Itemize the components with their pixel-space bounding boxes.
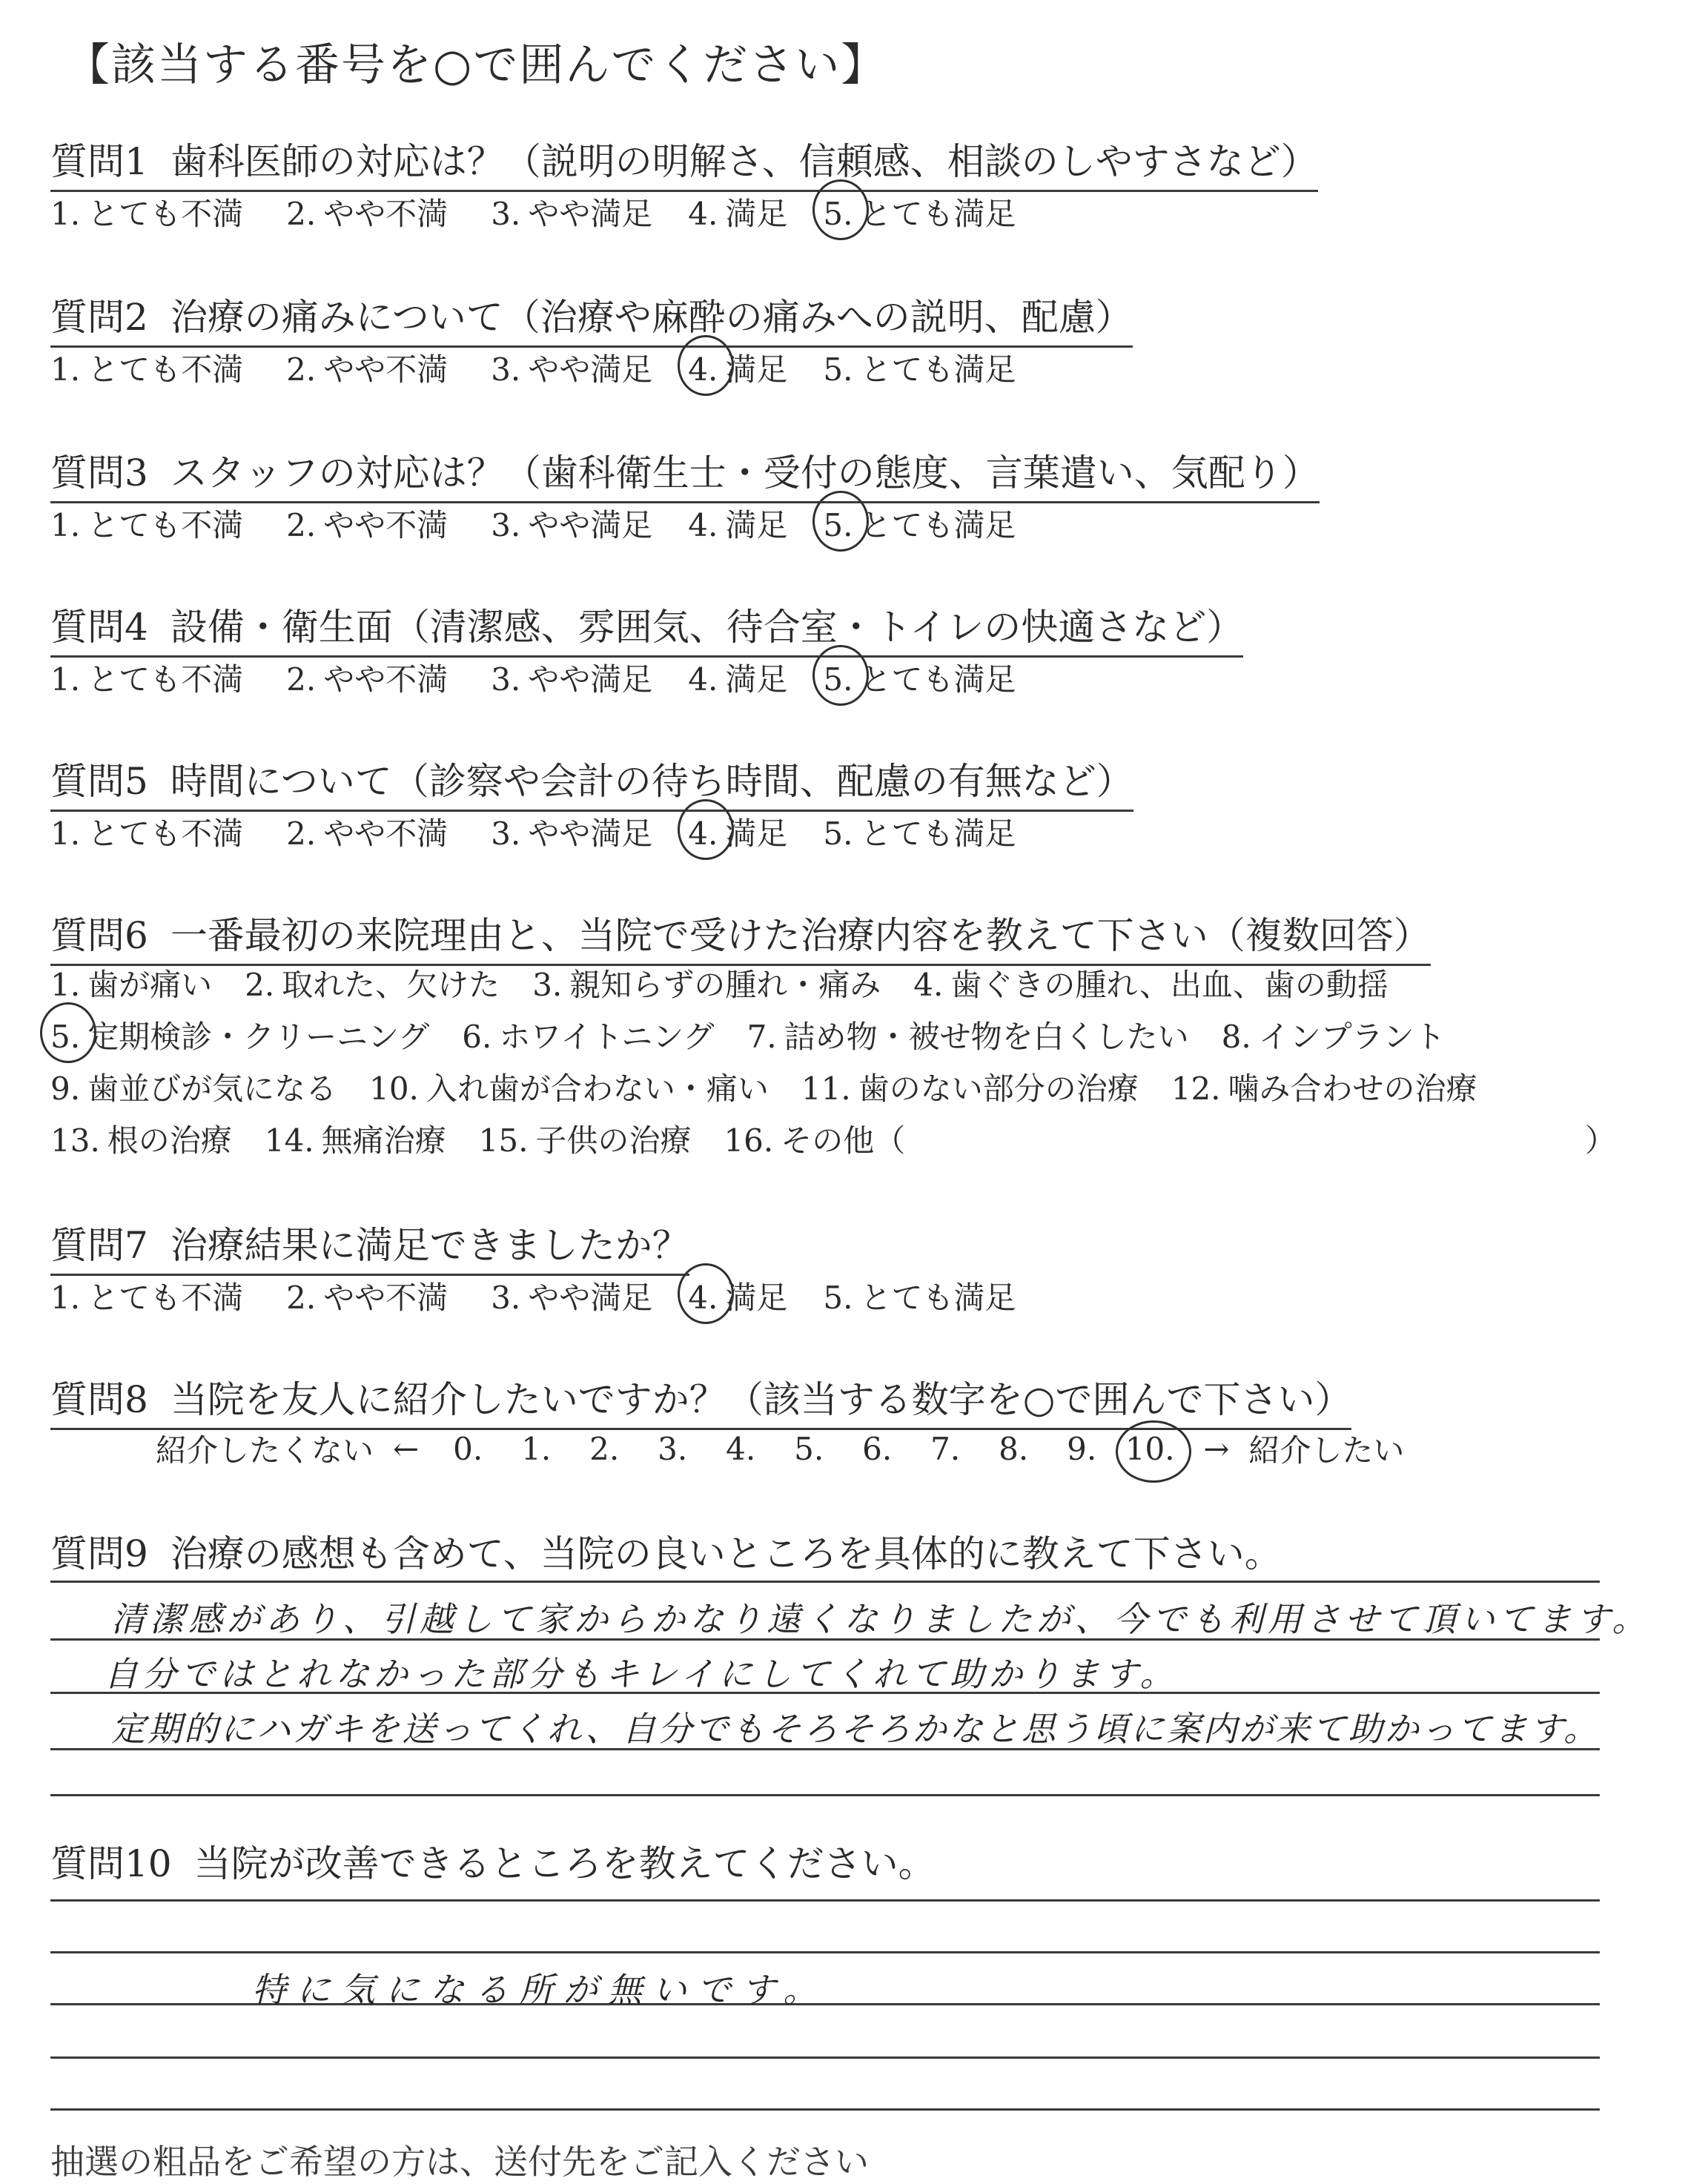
- option-label: ホワイトニング: [499, 1019, 715, 1055]
- question-8-title: [50, 1370, 1351, 1430]
- option-label: 満足: [725, 507, 788, 543]
- option-number: 3.: [532, 967, 563, 1003]
- option-number: 5.: [823, 815, 853, 852]
- question-text: 治療の感想も含めて、当院の良いところを具体的に教えて下さい。: [170, 1532, 1282, 1575]
- option-2[interactable]: [462, 1013, 714, 1057]
- option-number: 2.: [286, 196, 317, 232]
- option-number: 15.: [478, 1122, 529, 1159]
- option-label: 詰め物・被せ物を白くしたい: [784, 1019, 1189, 1055]
- option-label: やや満足: [528, 661, 653, 698]
- option-5[interactable]: [823, 655, 1016, 700]
- option-number: 5.: [823, 661, 853, 698]
- option-3[interactable]: [491, 501, 652, 546]
- referral-scale: [156, 1426, 1404, 1471]
- option-label: やや満足: [528, 196, 653, 232]
- scale-number[interactable]: 6.: [862, 1430, 893, 1467]
- option-label: やや満足: [528, 507, 653, 543]
- question-1-options: [50, 190, 1041, 234]
- page-header: 【該当する番号を○で囲んでください】: [65, 39, 887, 91]
- question-3-options: [50, 501, 1041, 546]
- option-3[interactable]: [491, 1274, 652, 1318]
- question-number: 質問3: [50, 451, 148, 494]
- option-2[interactable]: [286, 1274, 448, 1318]
- question-6-title: [50, 906, 1431, 966]
- option-1[interactable]: [50, 810, 243, 854]
- option-label: とても不満: [87, 661, 244, 698]
- question-text: 設備・衛生面（清潔感、雰囲気、待合室・トイレの快適さなど）: [170, 606, 1244, 649]
- scale-number[interactable]: 0.: [453, 1430, 483, 1467]
- option-number: 4.: [688, 815, 718, 852]
- option-label: とても不満: [87, 196, 244, 232]
- option-1[interactable]: [50, 961, 212, 1005]
- option-label: 歯が痛い: [87, 967, 213, 1003]
- option-label: とても満足: [860, 1280, 1016, 1316]
- option-label: 満足: [725, 196, 788, 232]
- other-close-paren: ）: [1585, 1122, 1617, 1159]
- option-number: 1.: [50, 815, 81, 852]
- option-1[interactable]: [50, 501, 243, 546]
- option-number: 2.: [286, 507, 317, 543]
- question-text: 時間について（診察や会計の待ち時間、配慮の有無など）: [170, 760, 1133, 803]
- scale-number[interactable]: 2.: [589, 1430, 620, 1467]
- option-row: [50, 961, 1421, 1005]
- option-3[interactable]: [491, 655, 652, 700]
- question-text: 歯科医師の対応は？（説明の明解さ、信頼感、相談のしやすさなど）: [170, 140, 1318, 183]
- scale-number[interactable]: 1.: [521, 1430, 552, 1467]
- handwritten-answer-line: 自分ではとれなかった部分もキレイにしてくれて助かります。: [104, 1654, 1179, 1694]
- option-4[interactable]: [913, 961, 1388, 1005]
- option-4[interactable]: [1222, 1013, 1446, 1057]
- answer-line: [50, 2108, 1600, 2111]
- question-4-title: [50, 598, 1243, 658]
- option-number: 14.: [264, 1122, 314, 1159]
- option-5[interactable]: [823, 1274, 1016, 1318]
- footer-note: 抽選の粗品をご希望の方は、送付先をご記入ください: [50, 2142, 869, 2182]
- option-label: 入れ歯が合わない・痛い: [426, 1071, 769, 1107]
- option-number: 3.: [491, 196, 521, 232]
- question-7-title: [50, 1216, 689, 1276]
- option-number: 8.: [1221, 1019, 1251, 1055]
- option-5[interactable]: [823, 190, 1016, 234]
- option-label: 歯ぐきの腫れ、出血、歯の動揺: [950, 967, 1388, 1003]
- question-text: 当院を友人に紹介したいですか？（該当する数字を○で囲んで下さい）: [170, 1378, 1352, 1421]
- question-number: 質問9: [50, 1532, 148, 1575]
- option-2[interactable]: [286, 655, 448, 700]
- scale-number[interactable]: 3.: [658, 1430, 688, 1467]
- question-9-title: [50, 1524, 1282, 1582]
- option-label: 歯のない部分の治療: [858, 1071, 1139, 1107]
- option-3[interactable]: [491, 190, 652, 234]
- option-number: 1.: [50, 196, 81, 232]
- option-5[interactable]: [823, 345, 1016, 390]
- scale-number[interactable]: 10.: [1116, 1431, 1184, 1467]
- option-label: 子供の治療: [535, 1122, 692, 1159]
- scale-number[interactable]: 8.: [999, 1430, 1029, 1467]
- scale-high-label: 紹介したい: [1248, 1432, 1405, 1469]
- option-label: 根の治療: [107, 1122, 232, 1159]
- option-4[interactable]: [1171, 1065, 1477, 1109]
- option-label: とても満足: [860, 815, 1016, 852]
- option-1[interactable]: [50, 1274, 243, 1318]
- option-number: 10.: [369, 1071, 419, 1107]
- option-number: 4.: [688, 507, 718, 543]
- option-number: 11.: [801, 1071, 851, 1107]
- question-text: 治療結果に満足できましたか？: [170, 1224, 689, 1267]
- option-number: 5.: [823, 196, 853, 232]
- question-number: 質問7: [50, 1224, 148, 1267]
- option-number: 1.: [50, 967, 81, 1003]
- option-label: 満足: [725, 351, 788, 388]
- option-number: 6.: [462, 1019, 492, 1055]
- question-number: 質問10: [50, 1842, 172, 1885]
- option-label: とても満足: [860, 661, 1016, 698]
- scale-number[interactable]: 4.: [726, 1430, 756, 1467]
- option-number: 4.: [913, 967, 944, 1003]
- option-label: やや不満: [323, 815, 448, 852]
- question-text: スタッフの対応は？（歯科衛生士・受付の態度、言葉遣い、気配り）: [170, 451, 1320, 494]
- question-5-options: [50, 810, 1041, 854]
- left-arrow-icon: ←: [393, 1430, 420, 1467]
- option-label: やや満足: [528, 815, 653, 852]
- question-5-title: [50, 752, 1133, 812]
- option-number: 4.: [688, 351, 718, 388]
- answer-line: [50, 1794, 1600, 1796]
- right-arrow-icon: →: [1203, 1430, 1230, 1467]
- option-row: [50, 1116, 1617, 1161]
- option-label: とても不満: [87, 507, 244, 543]
- option-label: 定期検診・クリーニング: [87, 1019, 430, 1055]
- question-2-options: [50, 345, 1041, 390]
- option-3[interactable]: [491, 810, 652, 854]
- option-4[interactable]: [688, 190, 787, 234]
- option-2[interactable]: [286, 810, 448, 854]
- option-number: 1.: [50, 661, 81, 698]
- question-number: 質問1: [50, 140, 148, 183]
- option-number: 1.: [50, 507, 81, 543]
- option-label: 歯並びが気になる: [87, 1071, 337, 1107]
- question-number: 質問8: [50, 1378, 148, 1421]
- option-4[interactable]: [724, 1116, 905, 1161]
- option-2[interactable]: [265, 1116, 446, 1161]
- option-number: 4.: [688, 661, 718, 698]
- option-4[interactable]: [688, 810, 787, 854]
- option-5[interactable]: [823, 810, 1016, 854]
- option-number: 2.: [286, 661, 317, 698]
- question-number: 質問6: [50, 914, 148, 957]
- option-number: 3.: [491, 1280, 521, 1316]
- scale-number[interactable]: 5.: [794, 1430, 824, 1467]
- option-number: 5.: [823, 1280, 853, 1316]
- scale-low-label: 紹介したくない: [156, 1432, 374, 1469]
- option-label: やや不満: [323, 1280, 448, 1316]
- option-row: [50, 1013, 1478, 1057]
- option-3[interactable]: [532, 961, 881, 1005]
- option-number: 5.: [50, 1019, 81, 1055]
- question-1-title: [50, 132, 1318, 192]
- option-number: 3.: [491, 815, 521, 852]
- option-number: 1.: [50, 351, 81, 388]
- option-label: 噛み合わせの治療: [1228, 1071, 1477, 1107]
- option-label: とても満足: [860, 196, 1016, 232]
- option-3[interactable]: [491, 345, 652, 390]
- option-number: 2.: [286, 351, 317, 388]
- option-label: その他（: [781, 1122, 906, 1159]
- handwritten-answer-line: 特に気になる所が無いです。: [252, 1970, 828, 2010]
- option-2[interactable]: [286, 345, 448, 390]
- option-label: とても不満: [87, 815, 244, 852]
- option-label: 満足: [725, 1280, 788, 1316]
- answer-line: [50, 1581, 1600, 1583]
- option-number: 4.: [688, 196, 718, 232]
- selection-circle: [1116, 1420, 1191, 1483]
- option-1[interactable]: [50, 1013, 429, 1057]
- option-number: 5.: [823, 351, 853, 388]
- option-label: 取れた、欠けた: [282, 967, 500, 1003]
- option-number: 4.: [688, 1280, 718, 1316]
- option-number: 2.: [245, 967, 275, 1003]
- handwritten-answer-line: 清潔感があり、引越して家からかなり遠くなりましたが、今でも利用させて頂いてます。: [111, 1599, 1651, 1639]
- option-number: 1.: [50, 1280, 81, 1316]
- option-4[interactable]: [688, 501, 787, 546]
- option-2[interactable]: [369, 1065, 769, 1109]
- option-1[interactable]: [50, 655, 243, 700]
- option-2[interactable]: [286, 501, 448, 546]
- option-row: [50, 1065, 1510, 1109]
- scale-numbers: [434, 1431, 1184, 1467]
- question-number: 質問5: [50, 760, 148, 803]
- option-label: やや満足: [528, 1280, 653, 1316]
- question-7-options: [50, 1274, 1041, 1318]
- scale-number[interactable]: 7.: [930, 1430, 961, 1467]
- option-1[interactable]: [50, 345, 243, 390]
- question-3-title: [50, 443, 1320, 503]
- handwritten-answer-line: 定期的にハガキを送ってくれ、自分でもそろそろかなと思う頃に案内が来て助かってます。: [111, 1709, 1601, 1749]
- option-number: 7.: [747, 1019, 777, 1055]
- option-1[interactable]: [50, 1065, 337, 1109]
- option-5[interactable]: [823, 501, 1016, 546]
- option-label: やや満足: [528, 351, 653, 388]
- option-1[interactable]: [50, 190, 243, 234]
- answer-line: [50, 1899, 1600, 1902]
- answer-line: [50, 2056, 1600, 2059]
- option-4[interactable]: [688, 1274, 787, 1318]
- option-label: やや不満: [323, 351, 448, 388]
- option-2[interactable]: [245, 961, 500, 1005]
- question-number: 質問2: [50, 296, 148, 339]
- question-10-title: [50, 1834, 936, 1892]
- option-label: 満足: [725, 661, 788, 698]
- question-number: 質問4: [50, 606, 148, 649]
- option-4[interactable]: [688, 345, 787, 390]
- option-number: 3.: [491, 507, 521, 543]
- option-number: 3.: [491, 351, 521, 388]
- option-number: 16.: [724, 1122, 774, 1159]
- scale-number[interactable]: 9.: [1067, 1430, 1097, 1467]
- option-label: 無痛治療: [321, 1122, 446, 1159]
- option-number: 13.: [50, 1122, 100, 1159]
- option-label: とても満足: [860, 351, 1016, 388]
- option-label: とても不満: [87, 1280, 244, 1316]
- question-2-title: [50, 288, 1133, 348]
- question-text: 一番最初の来院理由と、当院で受けた治療内容を教えて下さい（複数回答）: [170, 914, 1431, 957]
- option-3[interactable]: [801, 1065, 1139, 1109]
- option-label: やや不満: [323, 196, 448, 232]
- option-number: 2.: [286, 1280, 317, 1316]
- option-number: 12.: [1171, 1071, 1221, 1107]
- option-2[interactable]: [286, 190, 448, 234]
- option-label: 満足: [725, 815, 788, 852]
- option-label: インプラント: [1258, 1019, 1446, 1055]
- option-number: 2.: [286, 815, 317, 852]
- option-label: やや不満: [323, 661, 448, 698]
- option-3[interactable]: [479, 1116, 692, 1161]
- question-text: 治療の痛みについて（治療や麻酔の痛みへの説明、配慮）: [170, 296, 1133, 339]
- option-label: やや不満: [323, 507, 448, 543]
- question-4-options: [50, 655, 1041, 700]
- option-number: 5.: [823, 507, 853, 543]
- option-4[interactable]: [688, 655, 787, 700]
- option-label: 親知らずの腫れ・痛み: [569, 967, 881, 1003]
- option-1[interactable]: [50, 1116, 232, 1161]
- question-text: 当院が改善できるところを教えてください。: [193, 1842, 936, 1885]
- option-3[interactable]: [747, 1013, 1189, 1057]
- option-label: とても満足: [860, 507, 1016, 543]
- option-number: 9.: [50, 1071, 81, 1107]
- option-label: とても不満: [87, 351, 244, 388]
- answer-line: [50, 1951, 1600, 1953]
- option-number: 3.: [491, 661, 521, 698]
